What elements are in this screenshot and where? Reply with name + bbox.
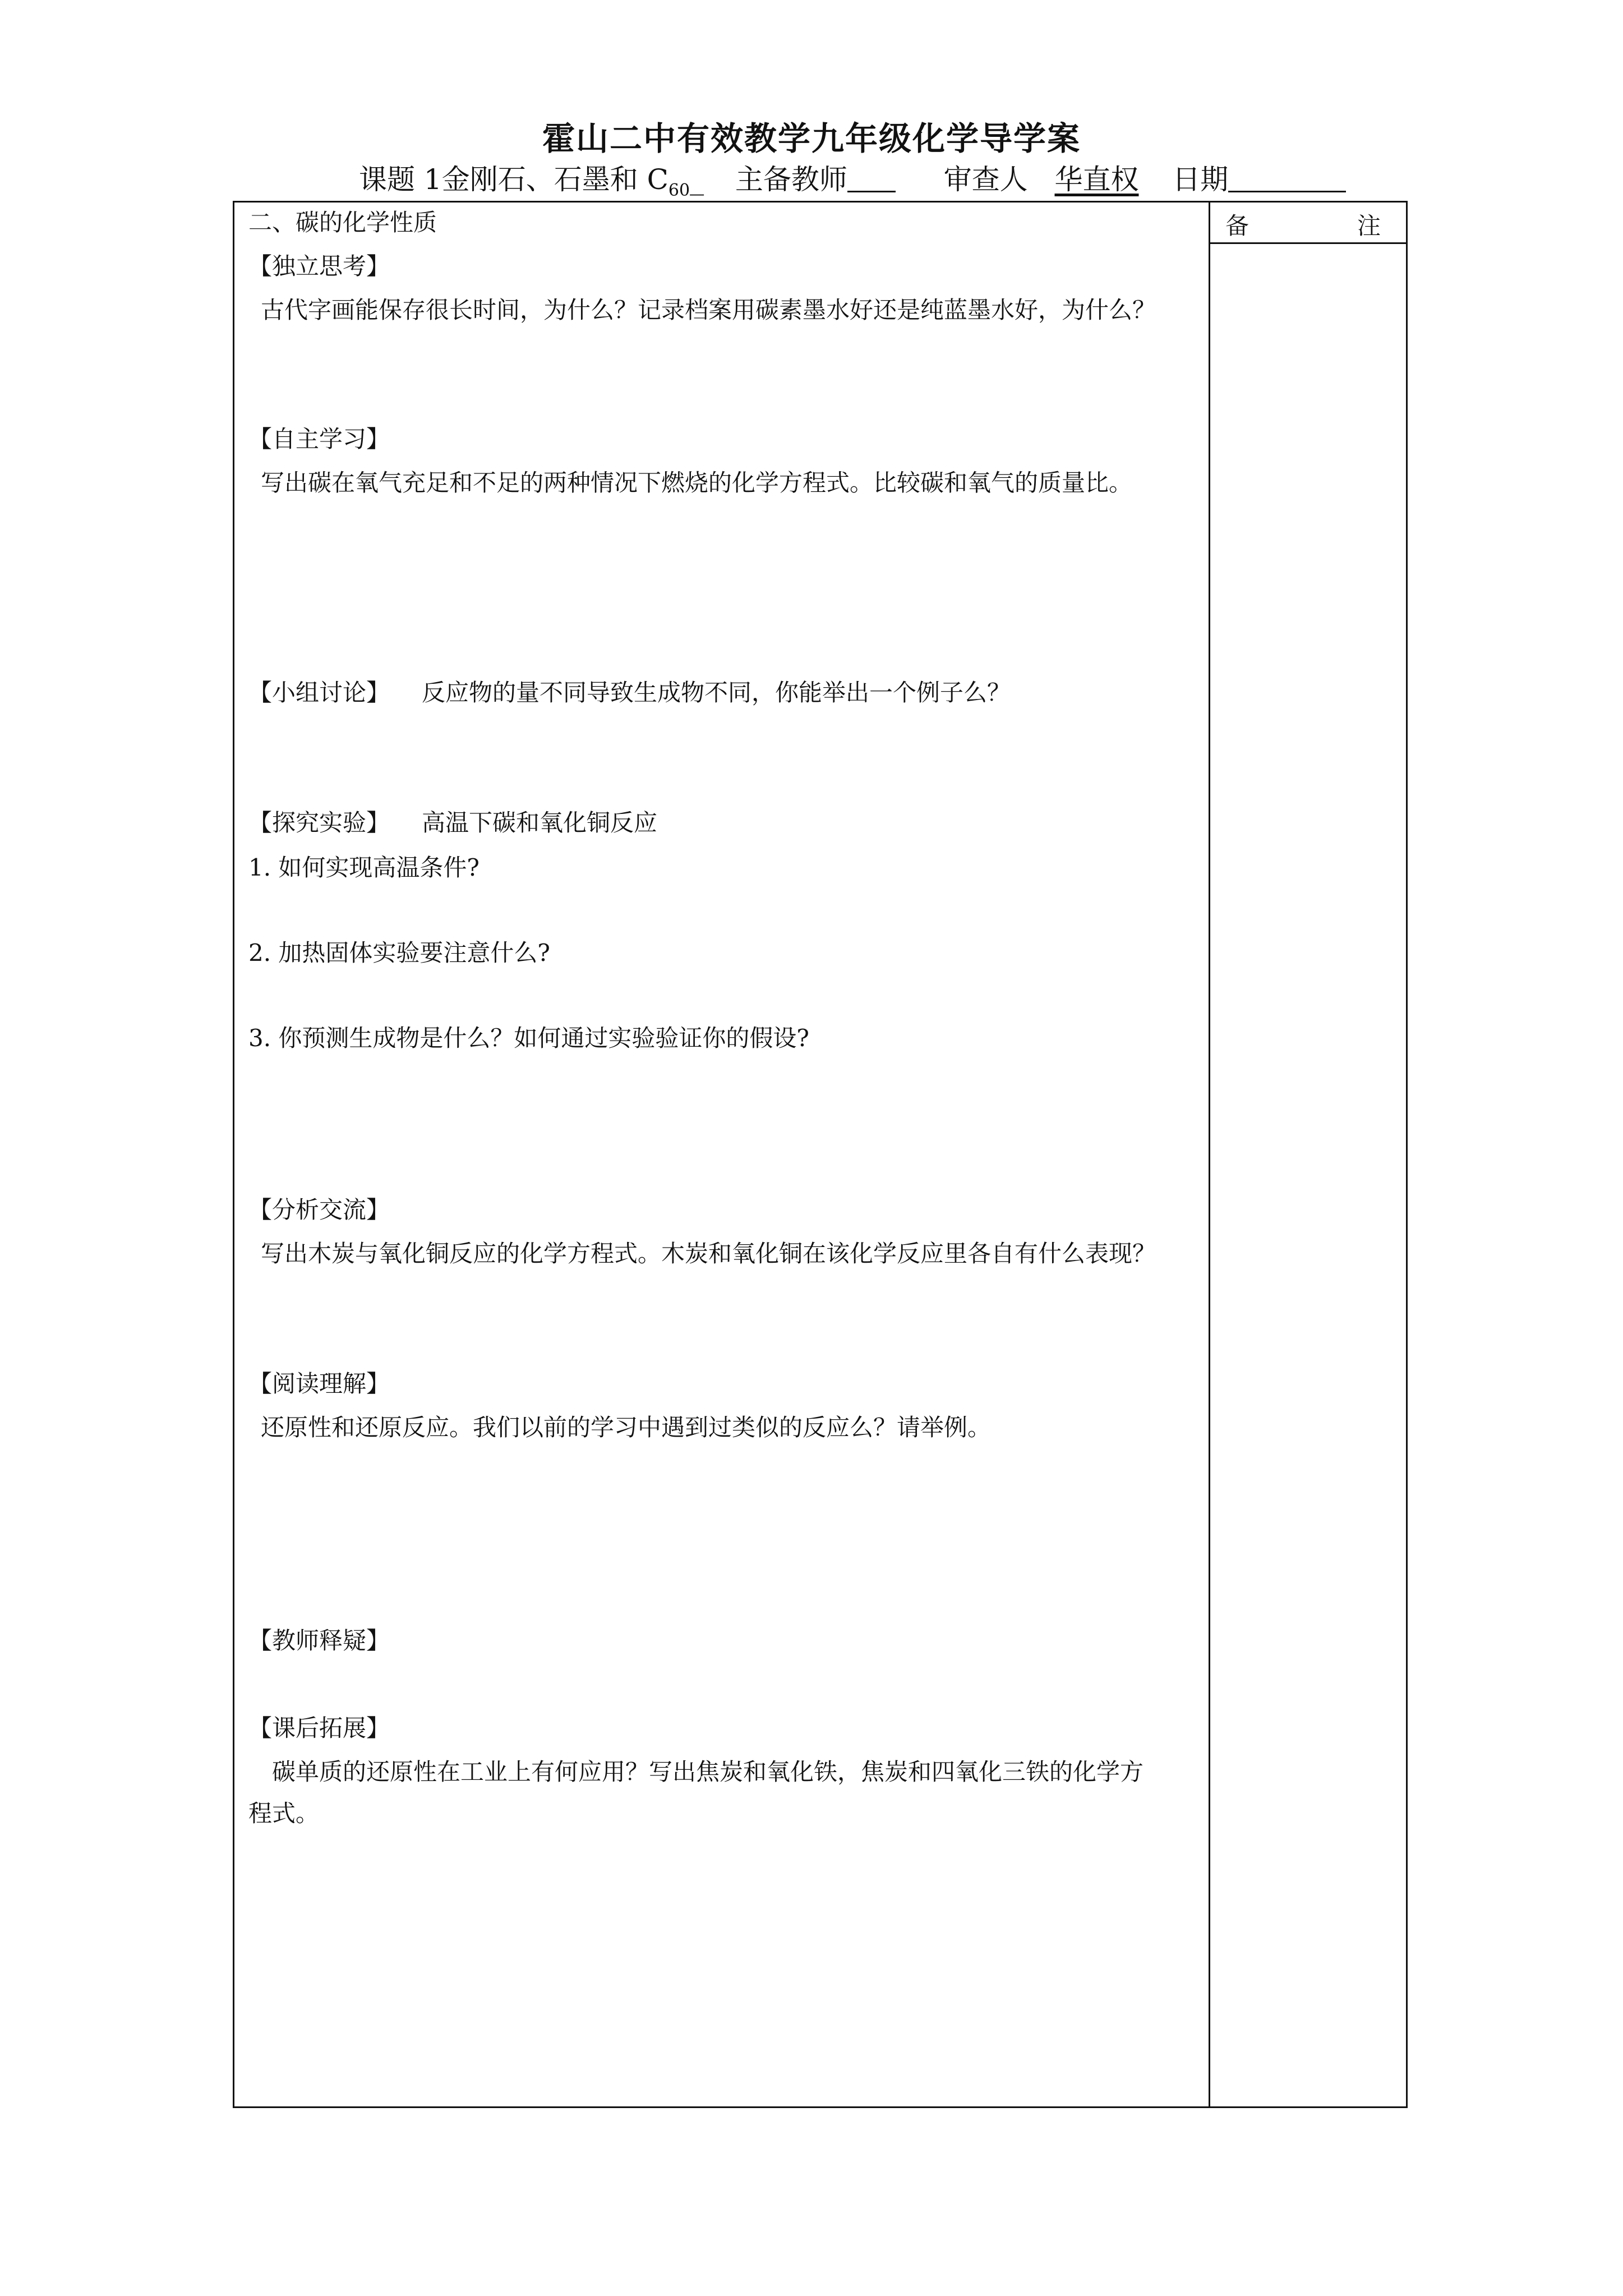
extension-text-line-1: 碳单质的还原性在工业上有何应用？写出焦炭和氧化铁，焦炭和四氧化三铁的化学方 [272, 1758, 1144, 1786]
group-text: 反应物的量不同导致生成物不同，你能举出一个例子么？ [422, 679, 1011, 706]
question-2: 2. 加热固体实验要注意什么? [248, 939, 550, 967]
experiment-text: 高温下碳和氧化铜反应 [422, 809, 658, 836]
notes-header-right: 注 [1357, 212, 1381, 240]
question-1: 1. 如何实现高温条件? [248, 854, 479, 881]
notes-column-divider [1209, 201, 1210, 2108]
analysis-text: 写出木炭与氧化铜反应的化学方程式。木炭和氧化铜在该化学反应里各自有什么表现？ [261, 1240, 1156, 1267]
think-heading: 【独立思考】 [248, 252, 390, 280]
lesson-prefix: 课题 1 [359, 163, 442, 196]
reading-heading: 【阅读理解】 [248, 1370, 390, 1397]
extension-heading: 【课后拓展】 [248, 1714, 390, 1742]
reviewer-name: 华直权 [1054, 163, 1139, 196]
date-blank [1228, 166, 1346, 192]
lesson-name: 金刚石、石墨和 C60_ [441, 163, 704, 200]
notes-header-divider [1209, 242, 1408, 244]
notes-header-left: 备 [1225, 212, 1249, 240]
self-study-text: 写出碳在氧气充足和不足的两种情况下燃烧的化学方程式。比较碳和氧气的质量比。 [261, 469, 1133, 496]
teacher-heading: 【教师释疑】 [248, 1627, 390, 1654]
preparer-blank [847, 166, 896, 192]
self-study-heading: 【自主学习】 [248, 425, 390, 453]
lesson-name-subscript: 60 [668, 181, 690, 200]
section-title: 二、碳的化学性质 [248, 209, 437, 236]
extension-text-line-2: 程式。 [248, 1800, 320, 1827]
page-title: 霍山二中有效教学九年级化学导学案 [542, 119, 1081, 158]
question-3: 3. 你预测生成物是什么？如何通过实验验证你的假设? [248, 1024, 809, 1052]
date-label: 日期 [1172, 163, 1229, 196]
group-heading: 【小组讨论】 [248, 679, 390, 706]
reading-text: 还原性和还原反应。我们以前的学习中遇到过类似的反应么？请举例。 [261, 1414, 992, 1441]
preparer-label: 主备教师 [735, 163, 847, 196]
reviewer-label: 审查人 [943, 163, 1028, 196]
experiment-heading: 【探究实验】 [248, 809, 390, 836]
lesson-info-line [359, 157, 1346, 200]
think-text: 古代字画能保存很长时间，为什么？记录档案用碳素墨水好还是纯蓝墨水好，为什么？ [261, 296, 1156, 324]
analysis-heading: 【分析交流】 [248, 1196, 390, 1223]
